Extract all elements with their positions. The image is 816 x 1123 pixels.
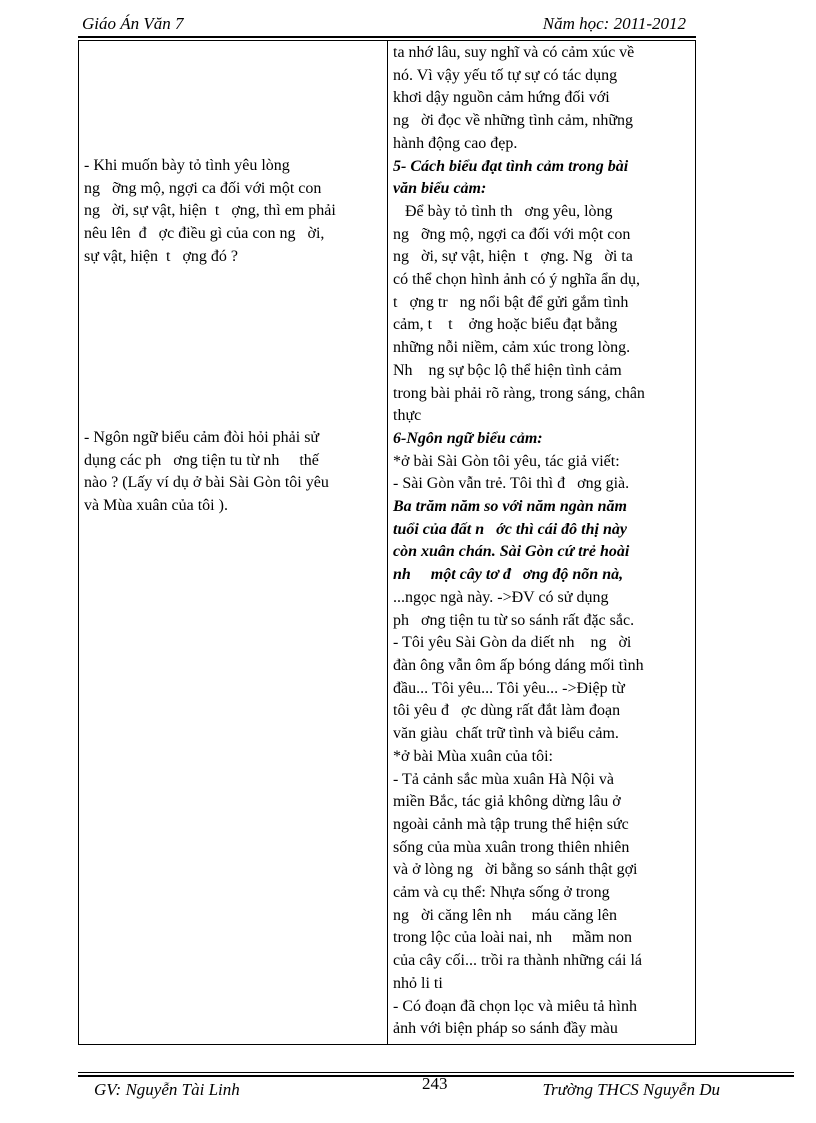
question-line: dụng các ph ơng tiện tu từ nh thế bbox=[84, 451, 319, 469]
question-line: ng ỡng mộ, ngợi ca đối với một con bbox=[84, 179, 322, 197]
answer-line: - Có đoạn đã chọn lọc và miêu tả hình bbox=[393, 997, 637, 1015]
page-number: 243 bbox=[422, 1074, 448, 1093]
header-rule-thick bbox=[78, 36, 696, 38]
question-line: sự vật, hiện t ợng đó ? bbox=[84, 247, 238, 265]
header-course-title: Giáo Án Văn 7 bbox=[82, 14, 184, 33]
answer-line: ph ơng tiện tu từ so sánh rất đặc sắc. bbox=[393, 611, 635, 629]
answer-line: văn giàu chất trữ tình và biểu cảm. bbox=[393, 725, 619, 743]
answer-line: khơi dậy nguồn cảm hứng đối với bbox=[393, 89, 610, 107]
answer-line: ảnh với biện pháp so sánh đầy màu bbox=[393, 1020, 618, 1038]
answer-line-emphasis: Ba trăm năm so với năm ngàn năm bbox=[393, 498, 627, 516]
answer-line-emphasis: 6-Ngôn ngữ biểu cảm: bbox=[393, 429, 543, 447]
footer-teacher: GV: Nguyễn Tài Linh bbox=[94, 1080, 240, 1099]
answer-line: trong lộc của loài nai, nh mầm non bbox=[393, 929, 633, 947]
answer-line: t ợng tr ng nổi bật để gửi gắm tình bbox=[393, 293, 629, 311]
question-line: nào ? (Lấy ví dụ ở bài Sài Gòn tôi yêu bbox=[84, 474, 329, 492]
header-school-year: Năm học: 2011-2012 bbox=[542, 14, 686, 33]
column-divider bbox=[387, 41, 388, 1044]
answer-line: Nh ng sự bộc lộ thể hiện tình cảm bbox=[393, 361, 622, 379]
answer-line: hành động cao đẹp. bbox=[393, 134, 518, 152]
answer-line: ng ời đọc về những tình cảm, những bbox=[393, 112, 633, 130]
page-footer bbox=[78, 1074, 794, 1105]
answer-line-emphasis: còn xuân chán. Sài Gòn cứ trẻ hoài bbox=[393, 543, 630, 561]
answer-line: miền Bắc, tác giả không dừng lâu ở bbox=[393, 793, 621, 811]
answer-line: Để bày tỏ tình th ơng yêu, lòng bbox=[393, 202, 613, 220]
answer-line: có thể chọn hình ảnh có ý nghĩa ẩn dụ, bbox=[393, 271, 641, 289]
answer-line: cảm, t t ởng hoặc biểu đạt bằng bbox=[393, 316, 618, 334]
answer-line: *ở bài Mùa xuân của tôi: bbox=[393, 747, 553, 765]
answer-line: nhỏ li ti bbox=[393, 974, 443, 992]
answer-line: *ở bài Sài Gòn tôi yêu, tác giả viết: bbox=[393, 452, 620, 470]
answer-line: của cây cối... trồi ra thành những cái lá bbox=[393, 952, 643, 970]
question-block-2 bbox=[84, 427, 382, 518]
answer-line: ng ỡng mộ, ngợi ca đối với một con bbox=[393, 225, 631, 243]
answer-line: những nỗi niềm, cảm xúc trong lòng. bbox=[393, 339, 631, 357]
answer-line: ng ời, sự vật, hiện t ợng. Ng ời ta bbox=[393, 248, 633, 266]
answer-line: đầu... Tôi yêu... Tôi yêu... ->Điệp từ bbox=[393, 679, 625, 697]
question-line: nêu lên đ ợc điều gì của con ng ời, bbox=[84, 225, 325, 243]
answer-line: ta nhớ lâu, suy nghĩ và có cảm xúc về bbox=[393, 44, 635, 61]
answer-line: nó. Vì vậy yếu tố tự sự có tác dụng bbox=[393, 66, 618, 84]
answer-line-emphasis: nh một cây tơ đ ơng độ nõn nà, bbox=[393, 566, 624, 584]
answer-line: tôi yêu đ ợc dùng rất đắt làm đoạn bbox=[393, 702, 621, 720]
answer-line: thực bbox=[393, 407, 422, 425]
answer-line: ...ngọc ngà này. ->ĐV có sử dụng bbox=[393, 588, 609, 606]
question-line: và Mùa xuân của tôi ). bbox=[84, 497, 228, 515]
content-table bbox=[78, 41, 696, 1045]
answer-line: đàn ông vẫn ôm ấp bóng dáng mối tình bbox=[393, 656, 644, 674]
footer-school: Trường THCS Nguyễn Du bbox=[542, 1080, 720, 1099]
question-line: - Ngôn ngữ biểu cảm đòi hỏi phải sử bbox=[84, 429, 320, 446]
question-block-1 bbox=[84, 155, 382, 269]
page-header bbox=[78, 14, 696, 36]
answer-line: trong bài phải rõ ràng, trong sáng, chân bbox=[393, 384, 645, 402]
answer-column bbox=[393, 42, 693, 1041]
question-line: ng ời, sự vật, hiện t ợng, thì em phải bbox=[84, 202, 336, 220]
answer-line: - Tôi yêu Sài Gòn da diết nh ng ời bbox=[393, 634, 632, 652]
answer-line: sống của mùa xuân trong thiên nhiên bbox=[393, 838, 630, 856]
question-line: - Khi muốn bày tỏ tình yêu lòng bbox=[84, 157, 290, 174]
answer-line: và ở lòng ng ời bằng so sánh thật gợi bbox=[393, 861, 638, 879]
answer-line: - Tả cảnh sắc mùa xuân Hà Nội và bbox=[393, 770, 614, 788]
answer-line: - Sài Gòn vẫn trẻ. Tôi thì đ ơng già. bbox=[393, 475, 630, 493]
footer-rule-thin bbox=[78, 1072, 794, 1073]
answer-line: cảm và cụ thể: Nhựa sống ở trong bbox=[393, 884, 610, 902]
answer-line: ng ời căng lên nh máu căng lên bbox=[393, 906, 617, 924]
answer-line: ngoài cảnh mà tập trung thể hiện sức bbox=[393, 815, 629, 833]
answer-line-emphasis: tuổi của đất n ớc thì cái đô thị này bbox=[393, 520, 627, 538]
answer-line-emphasis: văn biểu cảm: bbox=[393, 180, 487, 198]
answer-line-emphasis: 5- Cách biểu đạt tình cảm trong bài bbox=[393, 157, 629, 175]
